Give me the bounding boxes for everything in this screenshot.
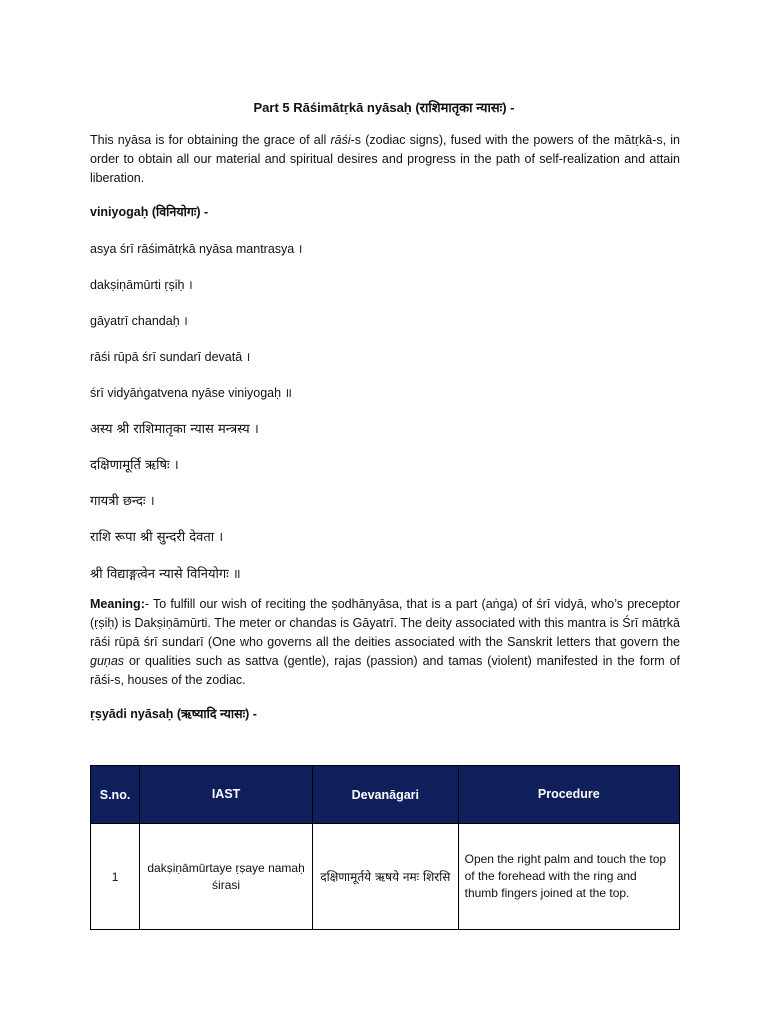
header-procedure: Procedure	[458, 766, 679, 824]
intro-text-end: -s (zodiac signs), fused with the powers of the mātṛkā-s, in order to obtain all our material and spiritual desires and progress in the path of self-realization and attain liberation.	[90, 133, 680, 185]
rsyadi-heading: ṛṣyādi nyāsaḥ (ऋष्यादि न्यासः) -	[90, 707, 257, 721]
cell-iast: dakṣiṇāmūrtaye ṛṣaye namaḥ śirasi	[140, 824, 313, 930]
table-row	[91, 824, 680, 930]
intro-emphasis: rāśi	[330, 133, 351, 147]
viniyoga-devanagari-line: गायत्री छन्दः ।	[90, 494, 155, 509]
cell-procedure: Open the right palm and touch the top of the forehead with the ring and thumb fingers joined at the top.	[458, 824, 679, 930]
viniyoga-devanagari-line: दक्षिणामूर्ति ऋषिः ।	[90, 458, 179, 473]
viniyoga-iast-line: dakṣiṇāmūrti ṛṣiḥ ।	[90, 278, 193, 292]
viniyoga-devanagari-line: अस्य श्री राशिमातृका न्यास मन्त्रस्य ।	[90, 422, 259, 437]
meaning-emphasis: guṇas	[90, 654, 125, 668]
header-devanagari: Devanāgari	[313, 766, 459, 824]
viniyoga-iast-line: gāyatrī chandaḥ ।	[90, 314, 188, 328]
nyasa-table	[90, 765, 680, 930]
intro-paragraph	[90, 131, 680, 188]
meaning-paragraph	[90, 595, 680, 690]
meaning-text-end: or qualities such as sattva (gentle), rajas (passion) and tamas (violent) manifested in the form of rāśi-s, houses of the zodiac.	[90, 654, 680, 687]
viniyoga-devanagari-line: श्री विद्याङ्गत्वेन न्यासे विनियोगः ॥	[90, 567, 241, 582]
cell-sno: 1	[91, 824, 140, 930]
viniyoga-iast-line: śrī vidyāṅgatvena nyāse viniyogaḥ ॥	[90, 386, 293, 400]
page-title: Part 5 Rāśimātṛkā nyāsaḥ (राशिमातृका न्यासः) -	[253, 100, 515, 115]
viniyoga-iast-line: asya śrī rāśimātṛkā nyāsa mantrasya ।	[90, 242, 303, 256]
cell-devanagari: दक्षिणामूर्तये ऋषये नमः शिरसि	[313, 824, 459, 930]
intro-text-start: This nyāsa is for obtaining the grace of all	[90, 133, 331, 147]
header-sno: S.no.	[91, 766, 140, 824]
meaning-label: Meaning:	[90, 597, 145, 611]
meaning-text-start: - To fulfill our wish of reciting the ṣodhānyāsa, that is a part (aṅga) of śrī vidyā, who’s preceptor (ṛṣiḥ) is Dakṣiṇāmūrti. The meter or chandas is Gāyatrī. The deity associated with this mantra is Śrī mātṛkā rāśi rūpā śrī sundarī (One who governs all the deities associated with the Sanskrit letters that govern the	[90, 597, 680, 649]
table-header-row	[91, 766, 680, 824]
header-iast: IAST	[140, 766, 313, 824]
viniyoga-heading: viniyogaḥ (विनियोगः) -	[90, 205, 209, 219]
viniyoga-iast-line: rāśi rūpā śrī sundarī devatā ।	[90, 350, 251, 364]
viniyoga-devanagari-line: राशि रूपा श्री सुन्दरी देवता ।	[90, 530, 224, 545]
